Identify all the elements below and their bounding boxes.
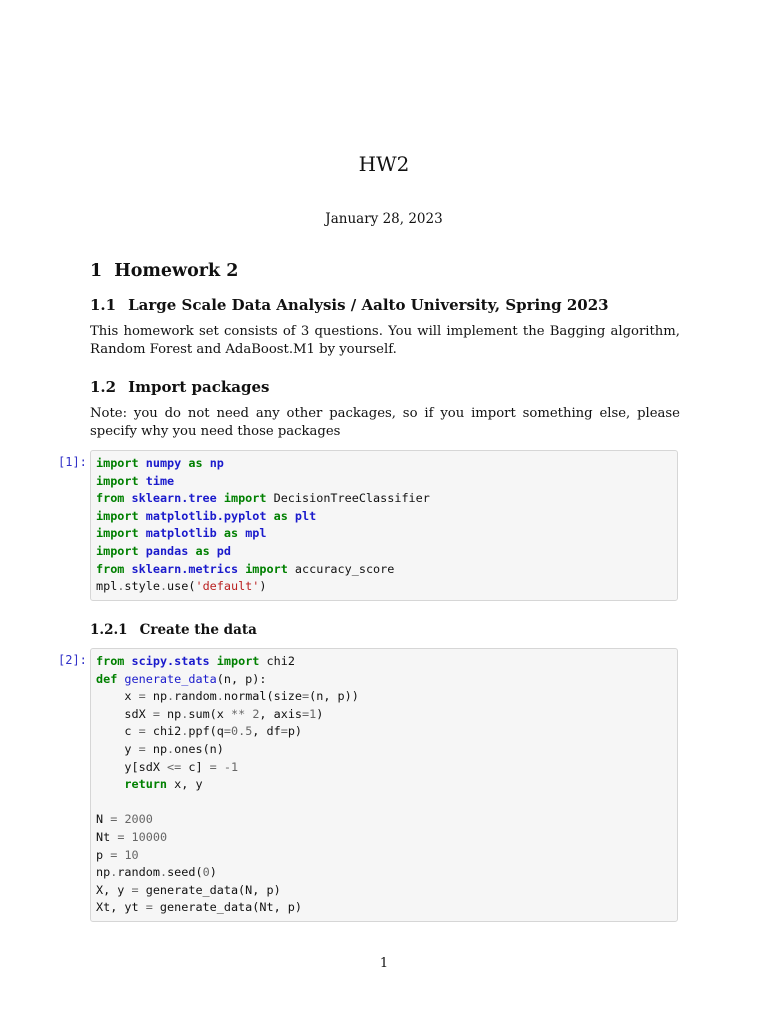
code-line xyxy=(96,455,672,473)
code-token: 10000 xyxy=(131,829,168,844)
code-token: generate_data xyxy=(124,671,217,686)
code-token: 0 xyxy=(202,865,210,880)
code-line xyxy=(96,508,672,526)
code-token: from xyxy=(96,491,125,506)
code-token: scipy.stats xyxy=(131,654,210,668)
section-title: Homework 2 xyxy=(114,261,239,281)
code-token: (n, p): xyxy=(216,671,267,686)
code-token: import xyxy=(96,473,139,488)
code-token: y xyxy=(96,741,139,756)
section-heading-1-2 xyxy=(90,378,269,396)
code-token: mpl xyxy=(96,579,118,594)
code-token: np xyxy=(209,456,224,470)
code-token: sum(x xyxy=(188,706,231,721)
code-token: 'default' xyxy=(195,579,260,594)
code-token: matplotlib xyxy=(145,526,217,541)
code-token: sklearn.tree xyxy=(131,491,217,506)
code-token: , df xyxy=(252,724,281,739)
code-token: plt xyxy=(294,508,317,523)
code-line xyxy=(96,776,672,794)
code-token: , axis xyxy=(259,706,303,721)
code-token: . xyxy=(117,579,125,594)
code-token: matplotlib.pyplot xyxy=(145,508,267,523)
code-token: = xyxy=(110,847,118,862)
code-token: - xyxy=(223,759,231,774)
code-token xyxy=(288,509,295,523)
code-token: as xyxy=(195,543,210,558)
code-token: 0.5 xyxy=(230,724,253,739)
code-token xyxy=(210,654,217,668)
code-token: = xyxy=(302,706,310,721)
code-token: <= xyxy=(167,759,182,774)
code-line xyxy=(96,653,672,671)
code-line xyxy=(96,723,672,741)
note-paragraph: Note: you do not need any other packages, so if you import something else, please specify why you need those packages xyxy=(90,406,680,439)
code-token: as xyxy=(273,508,288,523)
code-token: pandas xyxy=(145,543,189,558)
code-token: = xyxy=(138,741,146,756)
section-heading-1 xyxy=(90,261,238,281)
section-number: 1 xyxy=(90,261,103,281)
cell-prompt-2: [2]: xyxy=(58,653,87,667)
code-token: def xyxy=(96,671,118,686)
code-token: = xyxy=(145,900,153,915)
code-token: import xyxy=(96,543,139,558)
code-token: import xyxy=(96,526,139,541)
code-line xyxy=(96,847,672,865)
code-line xyxy=(96,578,672,596)
code-token: seed( xyxy=(167,865,203,880)
code-token: 1 xyxy=(309,706,317,721)
code-token xyxy=(203,456,210,470)
code-token: chi2 xyxy=(145,724,182,739)
code-token: np xyxy=(96,865,111,880)
code-token: random xyxy=(174,689,217,704)
document-title: HW2 xyxy=(358,152,410,176)
code-token: c] xyxy=(181,759,210,774)
code-token: sdX xyxy=(96,706,153,721)
document-date: January 28, 2023 xyxy=(325,211,443,227)
code-token: . xyxy=(167,689,175,704)
code-cell-2[interactable] xyxy=(90,648,678,922)
code-line xyxy=(96,706,672,724)
code-token: as xyxy=(223,526,239,541)
code-token: Xt, yt xyxy=(96,900,146,915)
code-token: = xyxy=(302,689,310,704)
section-number: 1.2.1 xyxy=(90,622,128,638)
section-number: 1.2 xyxy=(90,378,117,396)
code-line xyxy=(96,543,672,561)
code-token: ** xyxy=(230,706,246,721)
section-title: Create the data xyxy=(139,622,257,638)
code-token: . xyxy=(159,865,168,880)
code-token: X, y xyxy=(96,882,132,897)
code-token: = xyxy=(152,706,160,721)
code-token: . xyxy=(167,741,175,756)
code-token: . xyxy=(159,579,168,594)
code-token: ones(n) xyxy=(174,741,224,756)
code-token xyxy=(124,654,131,668)
code-token: DecisionTreeClassifier xyxy=(266,491,430,506)
code-token: normal(size xyxy=(223,689,303,704)
code-line xyxy=(96,473,672,491)
code-line xyxy=(96,671,672,689)
code-token: return xyxy=(124,777,168,792)
code-token: ) xyxy=(259,579,267,594)
code-line xyxy=(96,899,672,917)
code-token: pd xyxy=(216,543,232,558)
code-token: N xyxy=(96,812,111,827)
section-heading-1-2-1 xyxy=(90,622,257,638)
code-line xyxy=(96,864,672,882)
code-token: time xyxy=(145,473,175,488)
code-token: random xyxy=(117,865,160,880)
code-token: = xyxy=(280,724,288,739)
code-token xyxy=(124,562,131,576)
code-token xyxy=(124,491,131,505)
code-token: np xyxy=(159,706,182,721)
code-token: . xyxy=(110,865,118,880)
code-token: = xyxy=(138,689,146,704)
code-token: import xyxy=(216,654,260,668)
code-token: = xyxy=(223,724,231,739)
code-token: ) xyxy=(209,865,217,880)
code-line xyxy=(96,829,672,847)
code-token xyxy=(139,509,146,523)
code-token: Nt xyxy=(96,829,118,844)
code-token: p xyxy=(96,847,111,862)
code-token: x, y xyxy=(167,777,203,792)
code-token: = xyxy=(209,759,217,774)
code-cell-1[interactable] xyxy=(90,450,678,601)
code-line xyxy=(96,759,672,777)
code-line xyxy=(96,811,672,829)
code-token: generate_data(N, p) xyxy=(138,882,281,897)
code-token: style xyxy=(124,579,160,594)
code-token: 2 xyxy=(252,706,260,721)
code-token: . xyxy=(216,689,224,704)
code-token: = xyxy=(117,829,125,844)
code-token xyxy=(217,526,224,540)
code-token: c xyxy=(96,724,139,739)
code-line xyxy=(96,688,672,706)
code-token xyxy=(139,456,146,470)
code-token: sklearn.metrics xyxy=(131,561,239,576)
code-token: import xyxy=(223,491,267,506)
section-title: Import packages xyxy=(128,378,270,396)
code-token: = xyxy=(131,882,139,897)
section-heading-1-1 xyxy=(90,296,609,314)
code-token: np xyxy=(145,689,168,704)
code-line xyxy=(96,882,672,900)
code-token: ppf(q xyxy=(188,724,224,739)
code-token: (n, p)) xyxy=(309,689,359,704)
code-token: p) xyxy=(287,724,303,739)
code-token: y[sdX xyxy=(96,759,168,774)
code-token: x xyxy=(96,689,139,704)
intro-paragraph: This homework set consists of 3 questions. You will implement the Bagging algorithm, Random Forest and AdaBoost.M1 by yourself. xyxy=(90,324,680,357)
code-token xyxy=(139,526,146,540)
code-token xyxy=(124,830,131,844)
code-token: numpy xyxy=(145,456,182,470)
code-line xyxy=(96,741,672,759)
code-token: as xyxy=(188,456,203,470)
code-line xyxy=(96,794,672,812)
code-line xyxy=(96,490,672,508)
code-token: use( xyxy=(167,579,196,594)
code-token: = xyxy=(138,724,146,739)
code-token: ) xyxy=(316,706,324,721)
code-token: 10 xyxy=(124,847,139,862)
code-token xyxy=(217,491,224,505)
page-number: 1 xyxy=(379,956,389,971)
code-token xyxy=(266,509,273,523)
code-token: . xyxy=(181,724,189,739)
code-token: import xyxy=(96,508,139,523)
code-token xyxy=(217,760,224,774)
code-token: chi2 xyxy=(259,654,295,668)
code-token: from xyxy=(96,561,125,576)
cell-prompt-1: [1]: xyxy=(58,455,87,469)
section-title: Large Scale Data Analysis / Aalto University, Spring 2023 xyxy=(128,296,609,314)
code-token: = xyxy=(110,812,118,827)
code-token: from xyxy=(96,654,125,668)
code-token: np xyxy=(145,741,168,756)
code-line xyxy=(96,561,672,579)
code-token: mpl xyxy=(245,526,267,541)
code-token: accuracy_score xyxy=(287,561,395,576)
code-line xyxy=(96,525,672,543)
code-token xyxy=(96,777,124,791)
section-number: 1.1 xyxy=(90,296,117,314)
code-token: . xyxy=(181,706,189,721)
code-token: import xyxy=(245,561,288,576)
code-token xyxy=(139,474,146,488)
code-token: 2000 xyxy=(124,812,153,827)
code-token: import xyxy=(96,456,139,470)
code-token xyxy=(139,544,146,558)
code-token: generate_data(Nt, p) xyxy=(152,900,302,915)
code-token xyxy=(210,544,217,558)
code-token: 1 xyxy=(231,759,239,774)
